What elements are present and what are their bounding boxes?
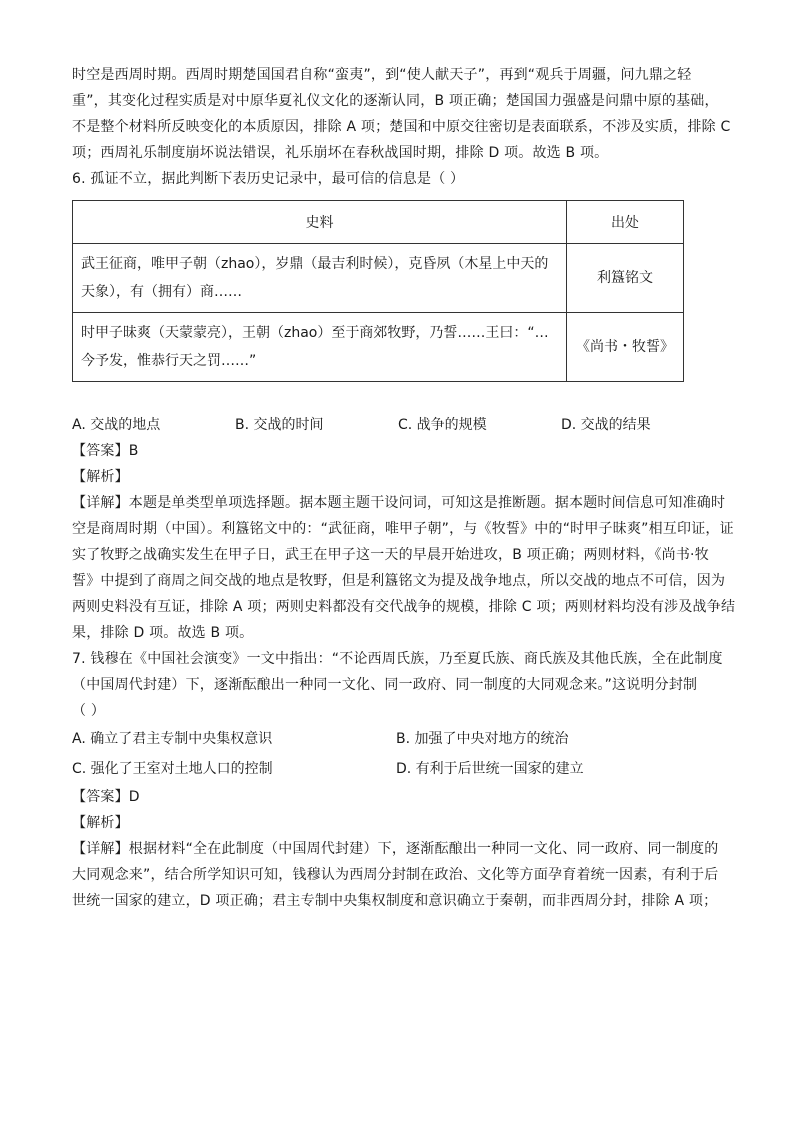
question-stem: 6. 孤证不立，据此判断下表历史记录中，最可信的信息是（ ） (72, 171, 465, 187)
option-d: D. 交战的结果 (561, 417, 651, 433)
option-a: A. 交战的地点 (72, 417, 161, 433)
intro-paragraph (72, 62, 731, 166)
text-line: 【详解】本题是单类型单项选择题。据本题主题干设问词，可知这是推断题。据本题时间信息可知准确时 (72, 495, 726, 511)
table-cell: 时甲子昧爽（天蒙蒙亮），王朝（zhao）至于商郊牧野，乃誓……王曰：“…今予发，惟恭行天之罚……” (73, 313, 567, 382)
text-line: 世统一国家的建立，D 项正确；君主专制中央集权制度和意识确立于秦朝，而非西周分封，排除 A 项； (72, 893, 718, 909)
question-stem-line: （ ） (72, 703, 106, 719)
analysis-label: 【解析】 (72, 815, 129, 831)
option-a: A. 确立了君主专制中央集权意识 (72, 731, 273, 747)
source-table (72, 200, 684, 382)
table-row (73, 244, 684, 313)
document-page (72, 62, 736, 914)
options-row (72, 412, 724, 438)
table-header: 史料 (73, 201, 567, 244)
option-b: B. 交战的时间 (235, 417, 324, 433)
text-line: 重”，其变化过程实质是对中原华夏礼仪文化的逐渐认同，B 项正确；楚国国力强盛是问鼎中原的基础， (72, 93, 719, 109)
detail-paragraph (72, 490, 736, 646)
text-line: 果，排除 D 项。故选 B 项。 (72, 625, 254, 641)
text-line: 誓》中提到了商周之间交战的地点是牧野，但是利簋铭文为提及战争地点，所以交战的地点不可信，因为 (72, 573, 726, 589)
table-row (73, 313, 684, 382)
text-line: 【详解】根据材料“全在此制度（中国周代封建）下，逐渐酝酿出一种同一文化、同一政府、同一制度的 (72, 841, 719, 857)
text-line: 项；西周礼乐制度崩坏说法错误，礼乐崩坏在春秋战国时期，排除 D 项。故选 B 项。 (72, 145, 609, 161)
options-row (72, 724, 724, 754)
answer-label: 【答案】D (72, 789, 140, 805)
table-header-row (73, 201, 684, 244)
option-c: C. 强化了王室对土地人口的控制 (72, 761, 273, 777)
table-cell-source: 《尚书・牧誓》 (567, 313, 684, 382)
text-line: 不是整个材料所反映变化的本质原因，排除 A 项；楚国和中原交往密切是表面联系，不涉及实质，排除 C (72, 119, 731, 135)
option-b: B. 加强了中央对地方的统治 (396, 731, 569, 747)
options-row (72, 754, 724, 784)
table-header: 出处 (567, 201, 684, 244)
question-6 (72, 166, 736, 646)
analysis-label: 【解析】 (72, 469, 129, 485)
text-line: 两则史料没有互证，排除 A 项；两则史料都没有交代战争的规模，排除 C 项；两则材料均没有涉及战争结 (72, 599, 736, 615)
question-stem-line: （中国周代封建）下，逐渐酝酿出一种同一文化、同一政府、同一制度的大同观念来。”这说明分封制 (72, 677, 698, 693)
text-line: 时空是西周时期。西周时期楚国国君自称“蛮夷”，到“使人献天子”，再到“观兵于周疆，问九鼎之轻 (72, 67, 692, 83)
option-d: D. 有利于后世统一国家的建立 (396, 761, 584, 777)
table-cell: 武王征商，唯甲子朝（zhao），岁鼎（最吉利时候），克昏夙（木星上中天的天象），有（拥有）商…… (73, 244, 567, 313)
table-cell-source: 利簋铭文 (567, 244, 684, 313)
answer-label: 【答案】B (72, 443, 139, 459)
text-line: 大同观念来”，结合所学知识可知，钱穆认为西周分封制在政治、文化等方面孕育着统一因素，有利于后 (72, 867, 719, 883)
question-7 (72, 646, 724, 914)
text-line: 实了牧野之战确实发生在甲子日，武王在甲子这一天的早晨开始进攻，B 项正确；两则材料，《尚书·牧 (72, 547, 709, 563)
option-c: C. 战争的规模 (398, 417, 487, 433)
question-stem-line: 7. 钱穆在《中国社会演变》一文中指出：“不论西周氏族，乃至夏氏族、商氏族及其他氏族，全在此制度 (72, 651, 723, 667)
detail-paragraph (72, 836, 724, 914)
text-line: 空是商周时期（中国）。利簋铭文中的：“武征商，唯甲子朝”，与《牧誓》中的“时甲子昧爽”相互印证，证 (72, 521, 734, 537)
